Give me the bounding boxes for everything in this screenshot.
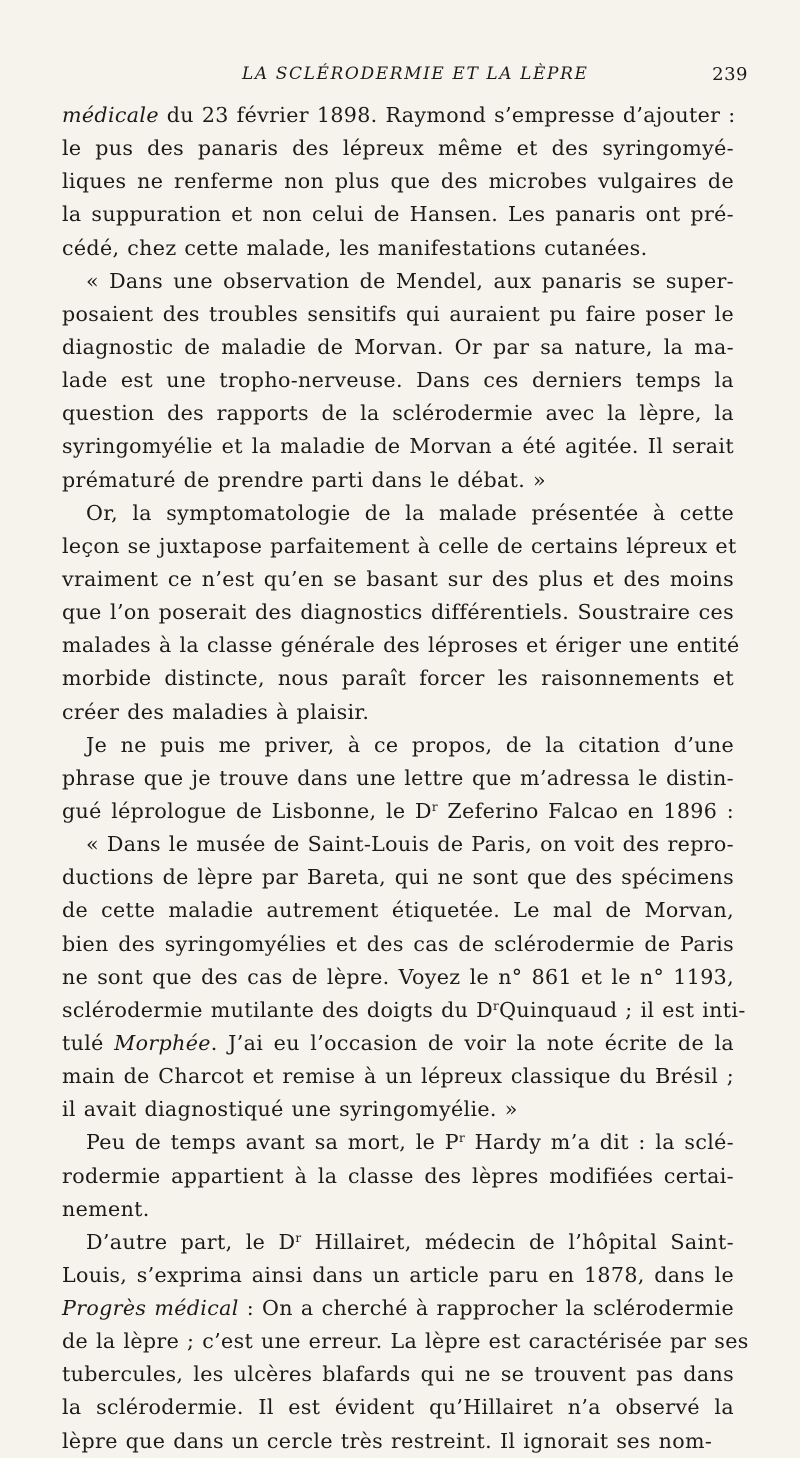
- line-text: vraiment ce n’est qu’en se basant sur des plus et des moins: [62, 566, 734, 591]
- text-line: [62, 961, 734, 994]
- text-line: [62, 696, 734, 729]
- text-line: [62, 795, 734, 828]
- text-line: [62, 1226, 734, 1259]
- line-text: le pus des panaris des lépreux même et des syringomyé-: [62, 136, 734, 161]
- line-text: créer des maladies à plaisir.: [62, 699, 370, 724]
- text-line: [62, 563, 734, 596]
- text-line: [62, 1391, 734, 1424]
- line-text: Hardy m’a dit : la sclé-: [465, 1130, 734, 1155]
- text-line: [62, 331, 734, 364]
- line-text: la sclérodermie. Il est évident qu’Hillairet n’a observé la: [62, 1395, 734, 1420]
- line-text: tubercules, les ulcères blafards qui ne se trouvent pas dans: [62, 1362, 734, 1387]
- page-number: 239: [712, 64, 748, 85]
- text-line: [62, 928, 734, 961]
- line-text: diagnostic de maladie de Morvan. Or par sa nature, la ma-: [62, 334, 734, 359]
- line-text: syringomyélie et la maladie de Morvan a été agitée. Il serait: [62, 434, 734, 459]
- text-line: [62, 132, 734, 165]
- italic-text: médicale: [62, 103, 159, 127]
- text-line: [62, 1160, 734, 1193]
- text-line: [62, 1126, 734, 1159]
- line-text: phrase que je trouve dans une lettre que m’adressa le distin-: [62, 765, 734, 790]
- text-line: [62, 762, 734, 795]
- text-line: [62, 828, 734, 861]
- line-text: Peu de temps avant sa mort, le P: [86, 1130, 459, 1155]
- line-text: nement.: [62, 1196, 150, 1221]
- superscript: r: [458, 1131, 466, 1146]
- line-text: la suppuration et non celui de Hansen. Les panaris ont pré-: [62, 202, 734, 227]
- page-header: [62, 60, 748, 90]
- line-text: prématuré de prendre parti dans le débat. »: [62, 467, 547, 492]
- text-line: [62, 232, 734, 265]
- text-line: [62, 1325, 749, 1358]
- line-text: « Dans le musée de Saint-Louis de Paris, on voit des repro-: [86, 832, 734, 857]
- text-line: [62, 497, 734, 530]
- body-text: [62, 99, 749, 1458]
- text-line: [62, 662, 734, 695]
- text-line: [62, 1093, 734, 1126]
- line-text: rodermie appartient à la classe des lèpres modifiées certai-: [62, 1163, 734, 1188]
- text-line: [62, 298, 734, 331]
- line-text: Hillairet, médecin de l’hôpital Saint-: [301, 1229, 734, 1254]
- line-text: malades à la classe générale des léproses et ériger une entité: [62, 633, 740, 658]
- line-text: de cette maladie autrement étiquetée. Le mal de Morvan,: [62, 898, 734, 923]
- line-text: morbide distincte, nous paraît forcer les raisonnements et: [62, 666, 734, 691]
- text-line: [62, 1193, 734, 1226]
- line-text: leçon se juxtapose parfaitement à celle de certains lépreux et: [62, 533, 737, 558]
- line-text: posaient des troubles sensitifs qui auraient pu faire poser le: [62, 301, 734, 326]
- line-text: du 23 février 1898. Raymond s’empresse d’ajouter :: [158, 103, 736, 127]
- text-line: [62, 1060, 734, 1093]
- text-line: [62, 1358, 734, 1391]
- line-text: Quinquaud ; il est inti-: [499, 997, 746, 1022]
- text-line: [62, 729, 734, 762]
- superscript: r: [493, 998, 500, 1013]
- line-text: il avait diagnostiqué une syringomyélie. »: [62, 1097, 518, 1122]
- line-text: sclérodermie mutilante des doigts du D: [62, 997, 493, 1022]
- text-line: [62, 629, 740, 662]
- text-line: [62, 464, 734, 497]
- line-text: Je ne puis me priver, à ce propos, de la citation d’une: [86, 732, 734, 757]
- line-text: « Dans une observation de Mendel, aux panaris se super-: [86, 268, 734, 293]
- line-text: ductions de lèpre par Bareta, qui ne sont que des spécimens: [62, 865, 734, 890]
- text-line: [62, 1425, 734, 1458]
- running-title: LA SCLÉRODERMIE ET LA LÈPRE: [242, 64, 589, 84]
- line-text: lade est une tropho-nerveuse. Dans ces derniers temps la: [62, 368, 734, 393]
- text-line: [62, 364, 734, 397]
- line-text: cédé, chez cette malade, les manifestations cutanées.: [62, 235, 648, 260]
- line-text: gué léprologue de Lisbonne, le D: [62, 798, 432, 823]
- line-text: Zeferino Falcao en 1896 :: [437, 798, 734, 823]
- line-text: que l’on poserait des diagnostics différentiels. Soustraire ces: [62, 600, 734, 625]
- line-text: liques ne renferme non plus que des microbes vulgaires de: [62, 169, 734, 194]
- line-text: ne sont que des cas de lèpre. Voyez le n° 861 et le n° 1193,: [62, 964, 734, 989]
- text-line: [62, 430, 734, 463]
- line-text: de la lèpre ; c’est une erreur. La lèpre est caractérisée par ses: [62, 1329, 749, 1354]
- text-line: [62, 99, 734, 132]
- text-line: [62, 861, 734, 894]
- text-line: [62, 198, 734, 231]
- text-line: [62, 1292, 734, 1325]
- line-text: Louis, s’exprima ainsi dans un article paru en 1878, dans le: [62, 1262, 734, 1287]
- line-text: bien des syringomyélies et des cas de sclérodermie de Paris: [62, 931, 734, 956]
- line-text: lèpre que dans un cercle très restreint. Il ignorait ses nom-: [62, 1428, 713, 1453]
- line-text: main de Charcot et remise à un lépreux classique du Brésil ;: [62, 1064, 734, 1089]
- text-line: [62, 596, 734, 629]
- text-line: [62, 165, 734, 198]
- text-line: [62, 265, 734, 298]
- text-line: [62, 894, 734, 927]
- line-text: D’autre part, le D: [86, 1229, 296, 1254]
- line-text: : On a cherché à rapprocher la sclérodermie: [238, 1296, 735, 1321]
- line-text: tulé: [62, 1030, 115, 1055]
- line-text: . J’ai eu l’occasion de voir la note écrite de la: [210, 1030, 735, 1055]
- line-text: question des rapports de la sclérodermie avec la lèpre, la: [62, 401, 734, 426]
- italic-text: Progrès médical: [62, 1296, 239, 1321]
- text-line: [62, 994, 746, 1027]
- line-text: Or, la symptomatologie de la malade présentée à cette: [86, 500, 734, 525]
- superscript: r: [295, 1230, 302, 1245]
- italic-text: Morphée: [114, 1030, 211, 1055]
- text-line: [62, 1027, 734, 1060]
- text-line: [62, 397, 734, 430]
- superscript: r: [431, 799, 438, 814]
- text-line: [62, 1259, 734, 1292]
- text-line: [62, 530, 737, 563]
